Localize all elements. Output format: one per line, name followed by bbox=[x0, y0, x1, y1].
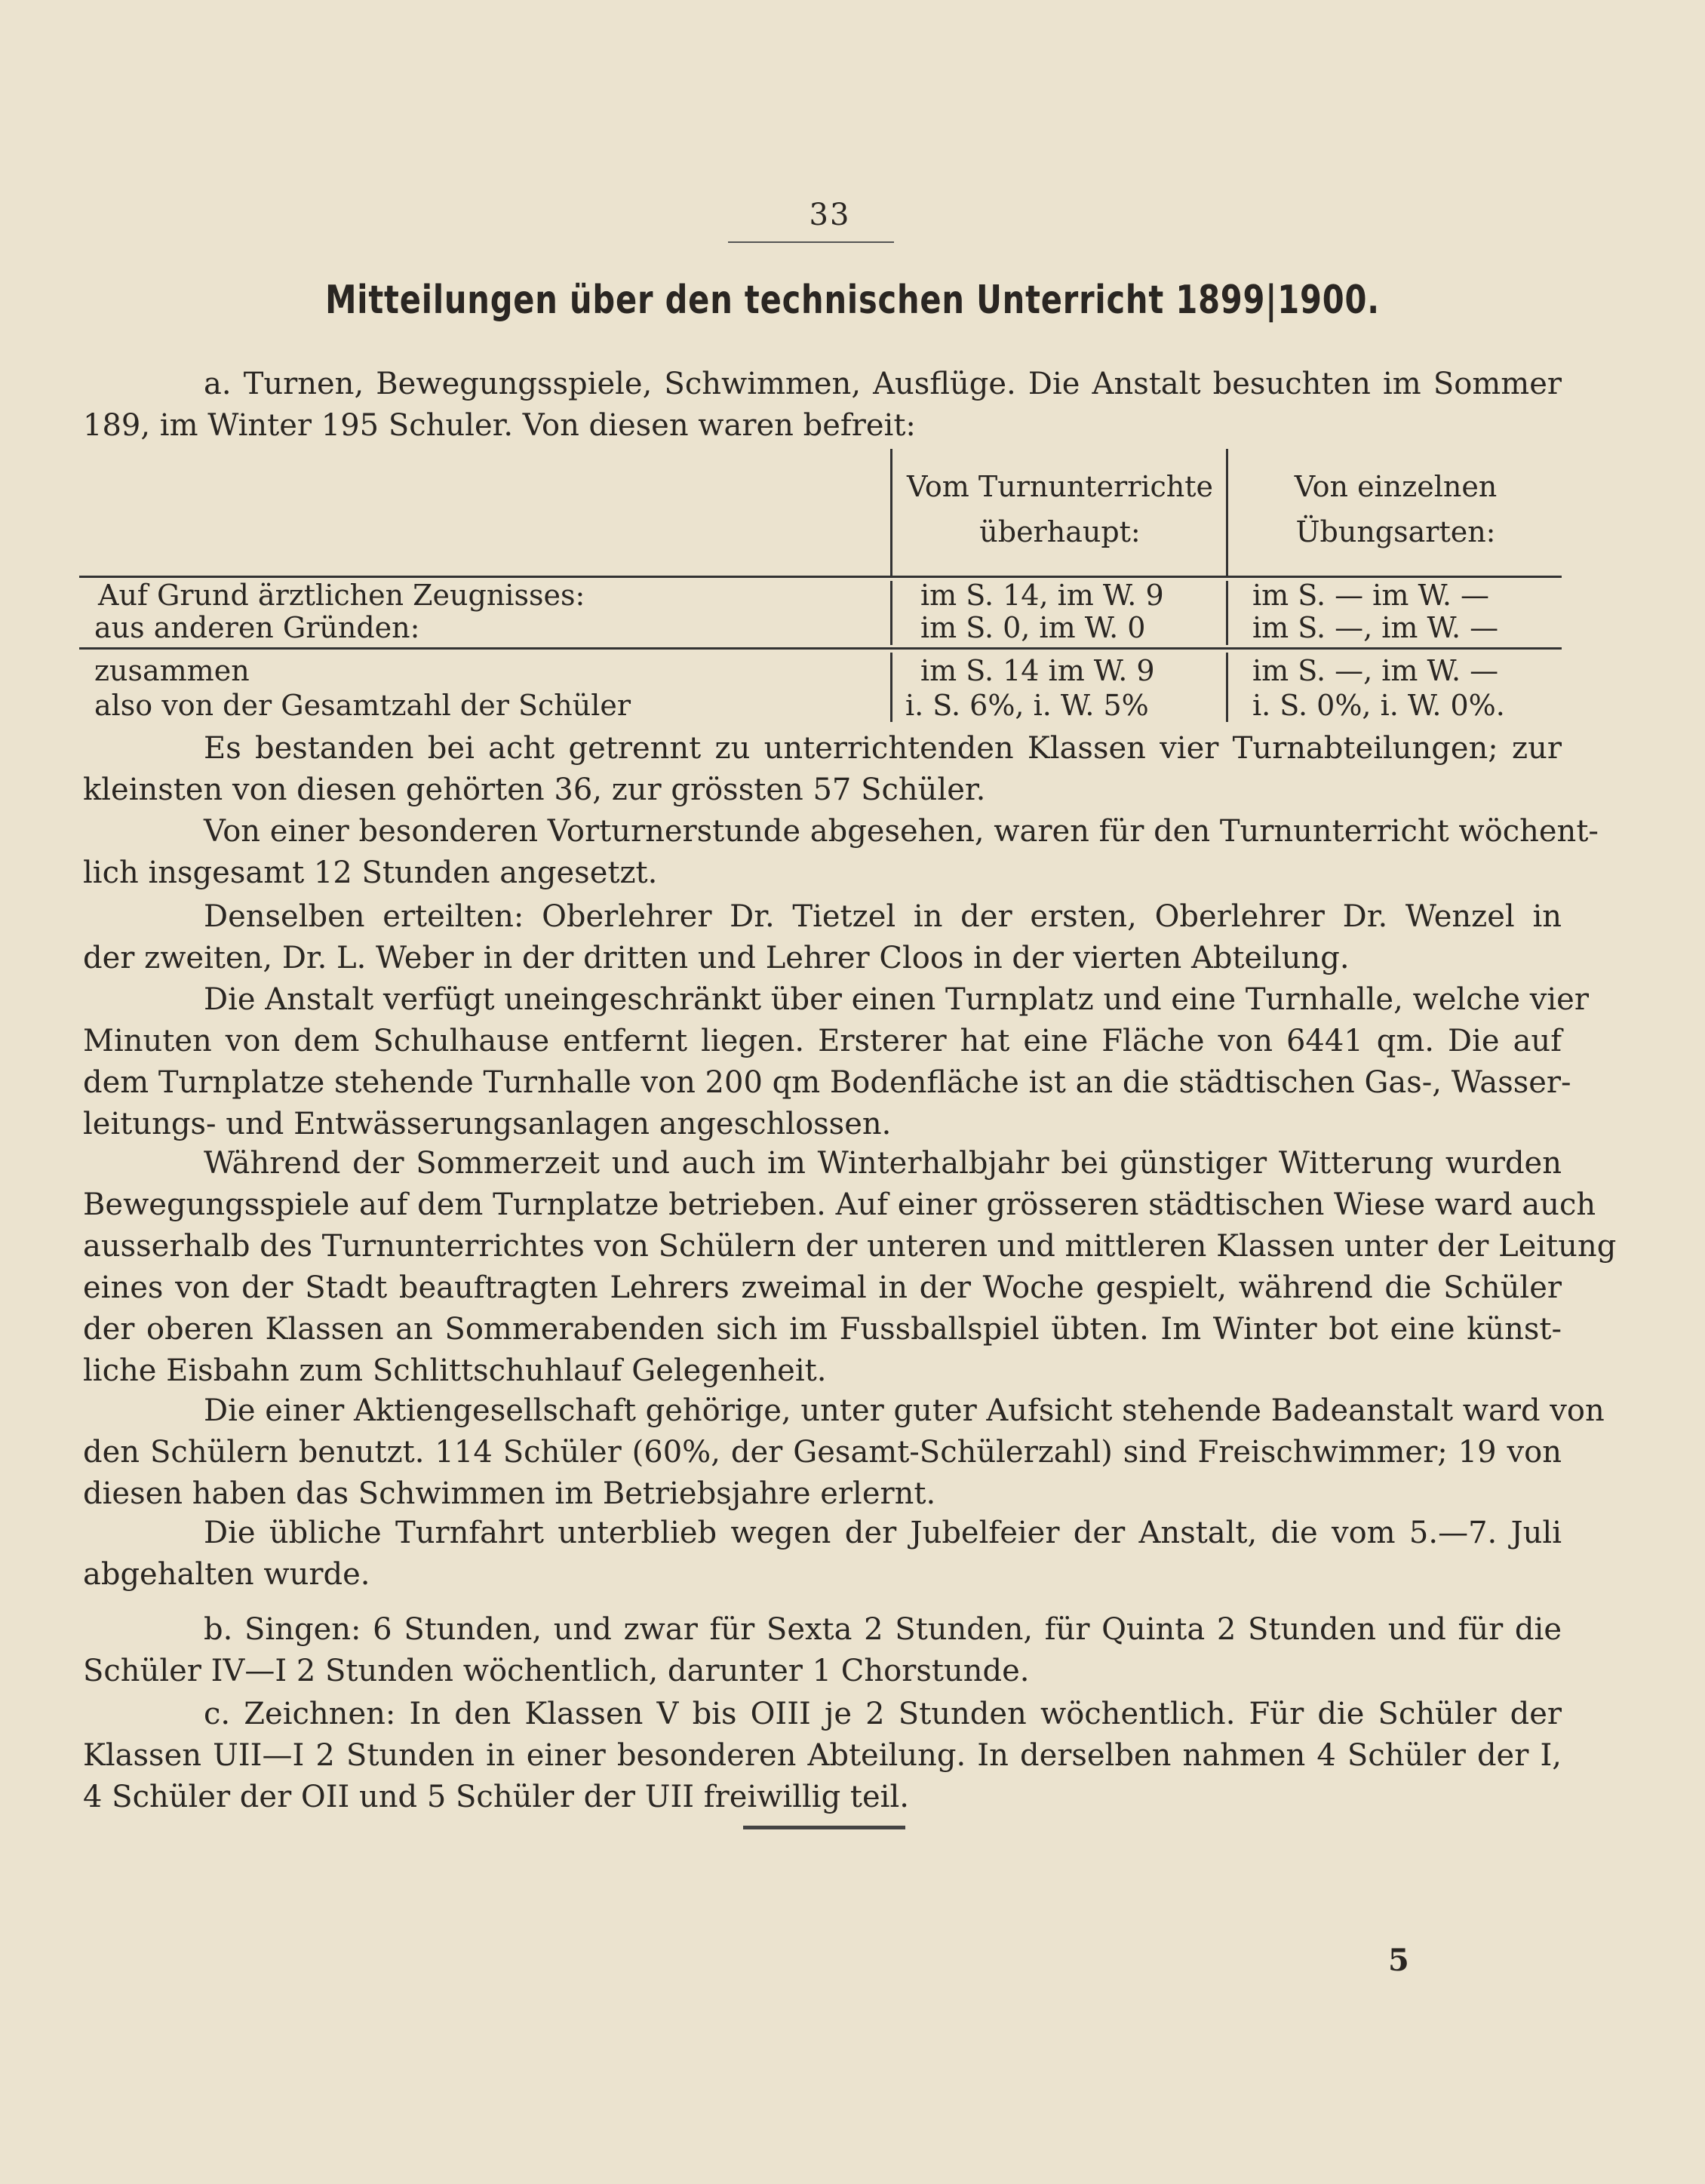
header-line: Von einzelnen bbox=[1294, 470, 1498, 503]
table-cell: im S. 14, im W. 9 bbox=[920, 579, 1164, 612]
text-line: Die Anstalt verfügt uneingeschränkt über einen Turnplatz und eine Turnhalle, welche vier bbox=[204, 982, 1589, 1017]
text-line: c. Zeichnen: In den Klassen V bis OIII je 2 Stunden wöchentlich. Für die Schüler der bbox=[204, 1697, 1562, 1731]
text-line: leitungs- und Entwässerungsanlagen angeschlossen. bbox=[83, 1107, 892, 1141]
table-row-label: Auf Grund ärztlichen Zeugnisses: bbox=[98, 579, 585, 612]
text-line: der oberen Klassen an Sommerabenden sich im Fussballspiel übten. Im Winter bot eine künst- bbox=[83, 1312, 1562, 1347]
text-line: dem Turnplatze stehende Turnhalle von 200 qm Bodenfläche ist an die städtischen Gas-, Wasser- bbox=[83, 1065, 1571, 1100]
exemption-table bbox=[79, 449, 1562, 722]
paragraph bbox=[83, 1390, 1605, 1515]
paragraph bbox=[83, 1143, 1617, 1392]
table-divider bbox=[890, 581, 892, 645]
text-line: b. Singen: 6 Stunden, und zwar für Sexta 2 Stunden, für Quinta 2 Stunden und für die bbox=[204, 1612, 1562, 1647]
text-line: liche Eisbahn zum Schlittschuhlauf Gelegenheit. bbox=[83, 1353, 827, 1388]
table-row-label: aus anderen Gründen: bbox=[94, 611, 420, 644]
text-line: Von einer besonderen Vorturnerstunde abgesehen, waren für den Turnunterricht wöchent- bbox=[204, 814, 1599, 849]
table-cell: im S. —, im W. — bbox=[1252, 611, 1499, 644]
table-rule bbox=[79, 576, 1562, 578]
table-row-label: also von der Gesamtzahl der Schüler bbox=[94, 689, 631, 722]
paragraph bbox=[83, 1609, 1562, 1692]
table-cell: im S. —, im W. — bbox=[1252, 654, 1499, 687]
text-line: Es bestanden bei acht getrennt zu unterrichtenden Klassen vier Turnabteilungen; zur bbox=[204, 731, 1562, 766]
text-line: a. Turnen, Bewegungsspiele, Schwimmen, Ausflüge. Die Anstalt besuchten im Sommer bbox=[204, 367, 1562, 401]
table-divider bbox=[890, 449, 892, 576]
table-divider bbox=[1226, 449, 1228, 576]
paragraph bbox=[83, 811, 1599, 894]
paragraph bbox=[83, 1513, 1562, 1596]
text-line: Denselben erteilten: Oberlehrer Dr. Tietzel in der ersten, Oberlehrer Dr. Wenzel in bbox=[204, 899, 1562, 934]
text-line: kleinsten von diesen gehörten 36, zur grössten 57 Schüler. bbox=[83, 773, 986, 807]
text-line: eines von der Stadt beauftragten Lehrers zweimal in der Woche gespielt, während die Schüler bbox=[83, 1270, 1562, 1305]
closing-rule bbox=[743, 1826, 905, 1829]
paragraph bbox=[83, 979, 1589, 1145]
text-line: Während der Sommerzeit und auch im Winterhalbjahr bei günstiger Witterung wurden bbox=[204, 1146, 1562, 1181]
text-line: Schüler IV—I 2 Stunden wöchentlich, darunter 1 Chorstunde. bbox=[83, 1654, 1030, 1688]
header-line: Vom Turnunterrichte bbox=[906, 470, 1214, 503]
paragraph bbox=[83, 896, 1562, 979]
text-line: Die einer Aktiengesellschaft gehörige, unter guter Aufsicht stehende Badeanstalt ward von bbox=[204, 1393, 1605, 1428]
text-line: lich insgesamt 12 Stunden angesetzt. bbox=[83, 855, 658, 890]
table-divider bbox=[1226, 581, 1228, 645]
table-header-col2 bbox=[1230, 464, 1562, 554]
page-number-rule bbox=[728, 241, 894, 243]
text-line: diesen haben das Schwimmen im Betriebsjahre erlernt. bbox=[83, 1476, 936, 1511]
header-line: Übungsarten: bbox=[1295, 515, 1496, 548]
text-line: ausserhalb des Turnunterrichtes von Schülern der unteren und mittleren Klassen unter der Leitung bbox=[83, 1229, 1617, 1264]
text-line: den Schülern benutzt. 114 Schüler (60%, der Gesamt-Schülerzahl) sind Freischwimmer; 19 von bbox=[83, 1435, 1562, 1470]
text-line: 189, im Winter 195 Schuler. Von diesen waren befreit: bbox=[83, 408, 916, 443]
text-line: Minuten von dem Schulhause entfernt liegen. Ersterer hat eine Fläche von 6441 qm. Die auf bbox=[83, 1024, 1562, 1058]
table-rule bbox=[79, 647, 1562, 650]
table-divider bbox=[1226, 653, 1228, 722]
table-cell: im S. — im W. — bbox=[1252, 579, 1490, 612]
sheet-number: 5 bbox=[1388, 1943, 1409, 1978]
table-cell: im S. 0, im W. 0 bbox=[920, 611, 1146, 644]
text-line: Die übliche Turnfahrt unterblieb wegen der Jubelfeier der Anstalt, die vom 5.—7. Juli bbox=[204, 1516, 1562, 1550]
table-cell: im S. 14 im W. 9 bbox=[920, 654, 1155, 687]
intro-paragraph bbox=[83, 364, 1562, 447]
page-title: Mitteilungen über den technischen Unterricht 1899|1900. bbox=[325, 278, 1380, 323]
header-line: überhaupt: bbox=[979, 515, 1141, 548]
text-line: der zweiten, Dr. L. Weber in der dritten und Lehrer Cloos in der vierten Abteilung. bbox=[83, 941, 1350, 975]
page-number: 33 bbox=[809, 198, 851, 232]
table-row-label: zusammen bbox=[94, 654, 250, 687]
table-header-col1 bbox=[894, 464, 1226, 554]
table-cell: i. S. 0%, i. W. 0%. bbox=[1252, 689, 1505, 722]
paragraph bbox=[83, 728, 1562, 811]
paragraph bbox=[83, 1694, 1562, 1818]
text-line: 4 Schüler der OII und 5 Schüler der UII freiwillig teil. bbox=[83, 1780, 909, 1814]
text-line: Klassen UII—I 2 Stunden in einer besonderen Abteilung. In derselben nahmen 4 Schüler der I, bbox=[83, 1738, 1562, 1773]
text-line: abgehalten wurde. bbox=[83, 1557, 370, 1592]
table-cell: i. S. 6%, i. W. 5% bbox=[905, 689, 1149, 722]
text-line: Bewegungsspiele auf dem Turnplatze betrieben. Auf einer grösseren städtischen Wiese ward auch bbox=[83, 1187, 1596, 1222]
table-divider bbox=[890, 653, 892, 722]
